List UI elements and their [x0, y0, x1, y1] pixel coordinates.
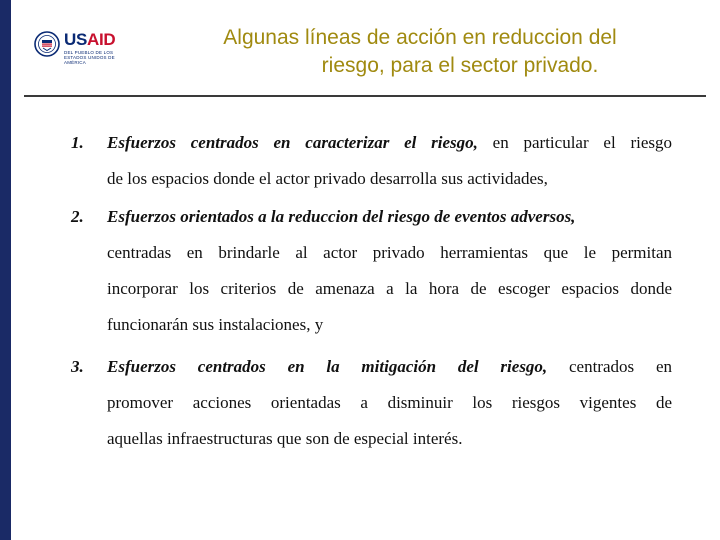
left-accent-bar [0, 0, 11, 540]
item-line [107, 307, 672, 343]
item-line [107, 421, 672, 457]
usaid-wordmark-aid: AID [87, 30, 116, 49]
item-text: de los espacios donde el actor privado desarrolla sus actividades, [107, 169, 548, 188]
item-line [107, 271, 672, 307]
item-text: centradas en brindarle al actor privado herramientas que le permitan [107, 243, 672, 262]
title-divider [24, 95, 706, 97]
item-line [107, 349, 672, 385]
item-text: incorporar los criterios de amenaza a la hora de escoger espacios donde [107, 279, 672, 298]
item-number: 2. [71, 207, 84, 226]
item-number: 3. [71, 357, 84, 376]
item-text: promover acciones orientadas a disminuir los riesgos vigentes de [107, 393, 672, 412]
usaid-wordmark [64, 30, 115, 50]
item-line [107, 235, 672, 271]
slide-title-line-1: Algunas líneas de acción en reduccion del [223, 26, 617, 49]
item-text: en particular el riesgo [477, 133, 672, 152]
item-number: 1. [71, 133, 84, 152]
usaid-logo [34, 28, 134, 68]
item-text: funcionarán sus instalaciones, y [107, 315, 324, 334]
item-line [107, 385, 672, 421]
slide-title [150, 24, 690, 80]
item-text: aquellas infraestructuras que son de especial interés. [107, 429, 463, 448]
item-text: centrados en [547, 357, 672, 376]
item-line [107, 125, 672, 161]
item-emphasis: Esfuerzos orientados a la reduccion del riesgo de eventos adversos, [107, 207, 576, 226]
usaid-wordmark-us: US [64, 30, 88, 49]
item-emphasis: Esfuerzos centrados en caracterizar el riesgo, [107, 133, 478, 152]
item-emphasis: Esfuerzos centrados en la mitigación del riesgo, [107, 357, 548, 376]
item-line [107, 199, 672, 235]
usaid-seal-icon [34, 31, 60, 57]
item-line [107, 161, 672, 197]
usaid-tagline: DEL PUEBLO DE LOS ESTADOS UNIDOS DE AMÉRICA [64, 50, 115, 65]
slide-title-line-2: riesgo, para el sector privado. [321, 54, 599, 77]
